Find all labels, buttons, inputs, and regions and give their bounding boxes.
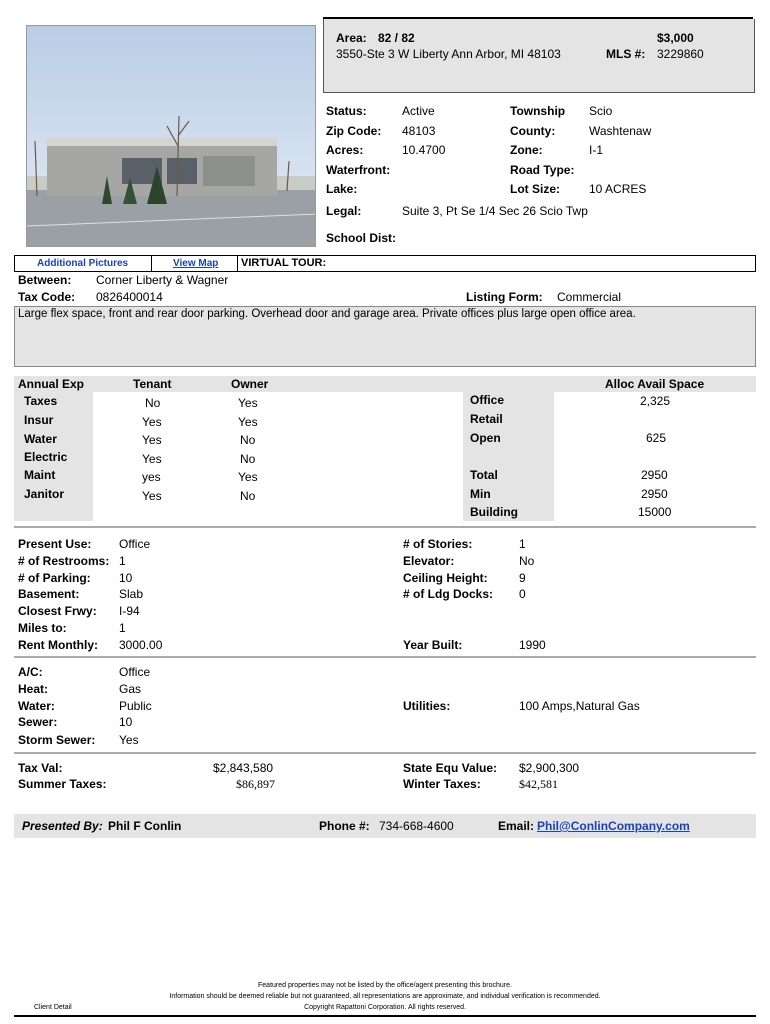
waterfront-label: Waterfront: bbox=[326, 163, 391, 177]
price: $3,000 bbox=[657, 31, 694, 45]
tax-code-label: Tax Code: bbox=[18, 290, 76, 304]
owner-header: Owner bbox=[231, 377, 269, 391]
present-use-value: Office bbox=[119, 537, 151, 551]
status-value: Active bbox=[402, 104, 435, 118]
expense-row-label: Maint bbox=[24, 468, 56, 482]
min-value: 2950 bbox=[641, 487, 668, 501]
lot-size-value: 10 ACRES bbox=[589, 182, 647, 196]
ceiling-height-value: 9 bbox=[519, 571, 526, 585]
state-equ-value-label: State Equ Value: bbox=[403, 761, 498, 775]
winter-taxes-label: Winter Taxes: bbox=[403, 777, 481, 791]
listing-form-label: Listing Form: bbox=[466, 290, 543, 304]
parking-value: 10 bbox=[119, 571, 133, 585]
lot-size-label: Lot Size: bbox=[510, 182, 560, 196]
stories-value: 1 bbox=[519, 537, 526, 551]
acres-value: 10.4700 bbox=[402, 143, 446, 157]
footer-copyright: Copyright Rapattoni Corporation. All rights reserved. bbox=[304, 1004, 466, 1011]
rent-monthly-label: Rent Monthly: bbox=[18, 638, 98, 652]
expense-row-label: Janitor bbox=[24, 487, 65, 501]
township-label: Township bbox=[510, 104, 566, 118]
building-label: Building bbox=[470, 505, 518, 519]
presented-by-label: Presented By: bbox=[22, 819, 103, 833]
ac-value: Office bbox=[119, 665, 151, 679]
state-equ-value: $2,900,300 bbox=[519, 761, 580, 775]
legal-label: Legal: bbox=[326, 204, 362, 218]
open-value: 625 bbox=[646, 431, 667, 445]
links-bar bbox=[14, 255, 756, 272]
storm-sewer-label: Storm Sewer: bbox=[18, 733, 96, 747]
restrooms-label: # of Restrooms: bbox=[18, 554, 110, 568]
retail-label: Retail bbox=[470, 412, 503, 426]
expense-row-tenant: No bbox=[145, 396, 161, 410]
basement-label: Basement: bbox=[18, 587, 80, 601]
expense-row-label: Water bbox=[24, 432, 57, 446]
legal-value: Suite 3, Pt Se 1/4 Sec 26 Scio Twp bbox=[402, 204, 588, 218]
between-value: Corner Liberty & Wagner bbox=[96, 273, 229, 287]
divider bbox=[151, 256, 152, 271]
road-type-label: Road Type: bbox=[510, 163, 575, 177]
min-label: Min bbox=[470, 487, 491, 501]
email-link[interactable]: Phil@ConlinCompany.com bbox=[537, 819, 690, 833]
presented-by-value: Phil F Conlin bbox=[108, 819, 182, 833]
heat-value: Gas bbox=[119, 682, 142, 696]
status-label: Status: bbox=[326, 104, 367, 118]
expense-row-owner: No bbox=[240, 489, 256, 503]
county-value: Washtenaw bbox=[589, 124, 652, 138]
basement-value: Slab bbox=[119, 587, 144, 601]
tenant-header: Tenant bbox=[133, 377, 172, 391]
phone-label: Phone #: bbox=[319, 819, 370, 833]
utilities-label: Utilities: bbox=[403, 699, 451, 713]
phone-value: 734-668-4600 bbox=[379, 819, 454, 833]
open-label: Open bbox=[470, 431, 501, 445]
footer-rule bbox=[14, 1015, 756, 1017]
ac-label: A/C: bbox=[18, 665, 43, 679]
sewer-value: 10 bbox=[119, 715, 133, 729]
zone-value: I-1 bbox=[589, 143, 604, 157]
building-value: 15000 bbox=[638, 505, 672, 519]
expense-row-tenant: Yes bbox=[142, 489, 162, 503]
client-detail-label: Client Detail bbox=[34, 1004, 72, 1011]
year-built-label: Year Built: bbox=[403, 638, 463, 652]
zip-label: Zip Code: bbox=[326, 124, 382, 138]
loading-docks-label: # of Ldg Docks: bbox=[403, 587, 494, 601]
additional-pictures-link[interactable]: Additional Pictures bbox=[37, 258, 129, 269]
section-divider bbox=[14, 526, 756, 528]
between-label: Between: bbox=[18, 273, 72, 287]
acres-label: Acres: bbox=[326, 143, 364, 157]
address: 3550-Ste 3 W Liberty Ann Arbor, MI 48103 bbox=[336, 47, 561, 61]
zone-label: Zone: bbox=[510, 143, 543, 157]
expense-row-owner: Yes bbox=[238, 415, 258, 429]
elevator-label: Elevator: bbox=[403, 554, 455, 568]
divider bbox=[237, 256, 238, 271]
stories-label: # of Stories: bbox=[403, 537, 473, 551]
expense-row-tenant: Yes bbox=[142, 452, 162, 466]
office-label: Office bbox=[470, 393, 505, 407]
expense-row-tenant: Yes bbox=[142, 415, 162, 429]
present-use-label: Present Use: bbox=[18, 537, 92, 551]
office-value: 2,325 bbox=[640, 394, 671, 408]
closest-frwy-label: Closest Frwy: bbox=[18, 604, 97, 618]
parking-label: # of Parking: bbox=[18, 571, 91, 585]
view-map-link[interactable]: View Map bbox=[173, 258, 219, 269]
mls-label: MLS #: bbox=[606, 47, 646, 61]
footer-disclaimer-1: Featured properties may not be listed by the office/agent presenting this brochure. bbox=[258, 982, 512, 989]
school-label: School Dist: bbox=[326, 231, 397, 245]
expense-row-label: Electric bbox=[24, 450, 68, 464]
expense-row-owner: No bbox=[240, 433, 256, 447]
elevator-value: No bbox=[519, 554, 535, 568]
property-photo bbox=[26, 25, 316, 247]
expense-row-owner: Yes bbox=[238, 396, 258, 410]
zip-value: 48103 bbox=[402, 124, 436, 138]
county-label: County: bbox=[510, 124, 556, 138]
mls-value: 3229860 bbox=[657, 47, 704, 61]
annual-exp-header: Annual Exp bbox=[18, 377, 85, 391]
ceiling-height-label: Ceiling Height: bbox=[403, 571, 488, 585]
closest-frwy-value: I-94 bbox=[119, 604, 140, 618]
email-label: Email: bbox=[498, 819, 535, 833]
water-value: Public bbox=[119, 699, 152, 713]
water-label: Water: bbox=[18, 699, 55, 713]
heat-label: Heat: bbox=[18, 682, 49, 696]
lake-label: Lake: bbox=[326, 182, 358, 196]
sewer-label: Sewer: bbox=[18, 715, 58, 729]
miles-to-label: Miles to: bbox=[18, 621, 67, 635]
township-value: Scio bbox=[589, 104, 613, 118]
alloc-space-header: Alloc Avail Space bbox=[605, 377, 705, 391]
area-label: Area: bbox=[336, 31, 367, 45]
expense-row-owner: Yes bbox=[238, 470, 258, 484]
total-value: 2950 bbox=[641, 468, 668, 482]
expense-row-label: Insur bbox=[24, 413, 54, 427]
year-built-value: 1990 bbox=[519, 638, 546, 652]
miles-to-value: 1 bbox=[119, 621, 126, 635]
loading-docks-value: 0 bbox=[519, 587, 526, 601]
tax-val-label: Tax Val: bbox=[18, 761, 63, 775]
expense-row-tenant: yes bbox=[142, 470, 161, 484]
tax-code-value: 0826400014 bbox=[96, 290, 163, 304]
restrooms-value: 1 bbox=[119, 554, 126, 568]
tax-val-value: $2,843,580 bbox=[213, 761, 274, 775]
footer-disclaimer-2: Information should be deemed reliable but not guaranteed, all representations are approximate, and individual verification is recommended. bbox=[169, 993, 601, 1000]
expense-row-label: Taxes bbox=[24, 394, 58, 408]
listing-form-value: Commercial bbox=[557, 290, 622, 304]
area-value: 82 / 82 bbox=[378, 31, 415, 45]
virtual-tour-label[interactable]: VIRTUAL TOUR: bbox=[241, 257, 327, 269]
utilities-value: 100 Amps,Natural Gas bbox=[519, 699, 640, 713]
storm-sewer-value: Yes bbox=[119, 733, 139, 747]
total-label: Total bbox=[470, 468, 498, 482]
remarks-box: Large flex space, front and rear door parking. Overhead door and garage area. Private offices plus large open office area. bbox=[14, 306, 756, 367]
section-divider bbox=[14, 656, 756, 658]
summer-taxes-value: $86,897 bbox=[236, 777, 275, 791]
expense-row-tenant: Yes bbox=[142, 433, 162, 447]
rent-monthly-value: 3000.00 bbox=[119, 638, 163, 652]
expense-row-owner: No bbox=[240, 452, 256, 466]
winter-taxes-value: $42,581 bbox=[519, 777, 558, 791]
summer-taxes-label: Summer Taxes: bbox=[18, 777, 107, 791]
section-divider bbox=[14, 752, 756, 754]
